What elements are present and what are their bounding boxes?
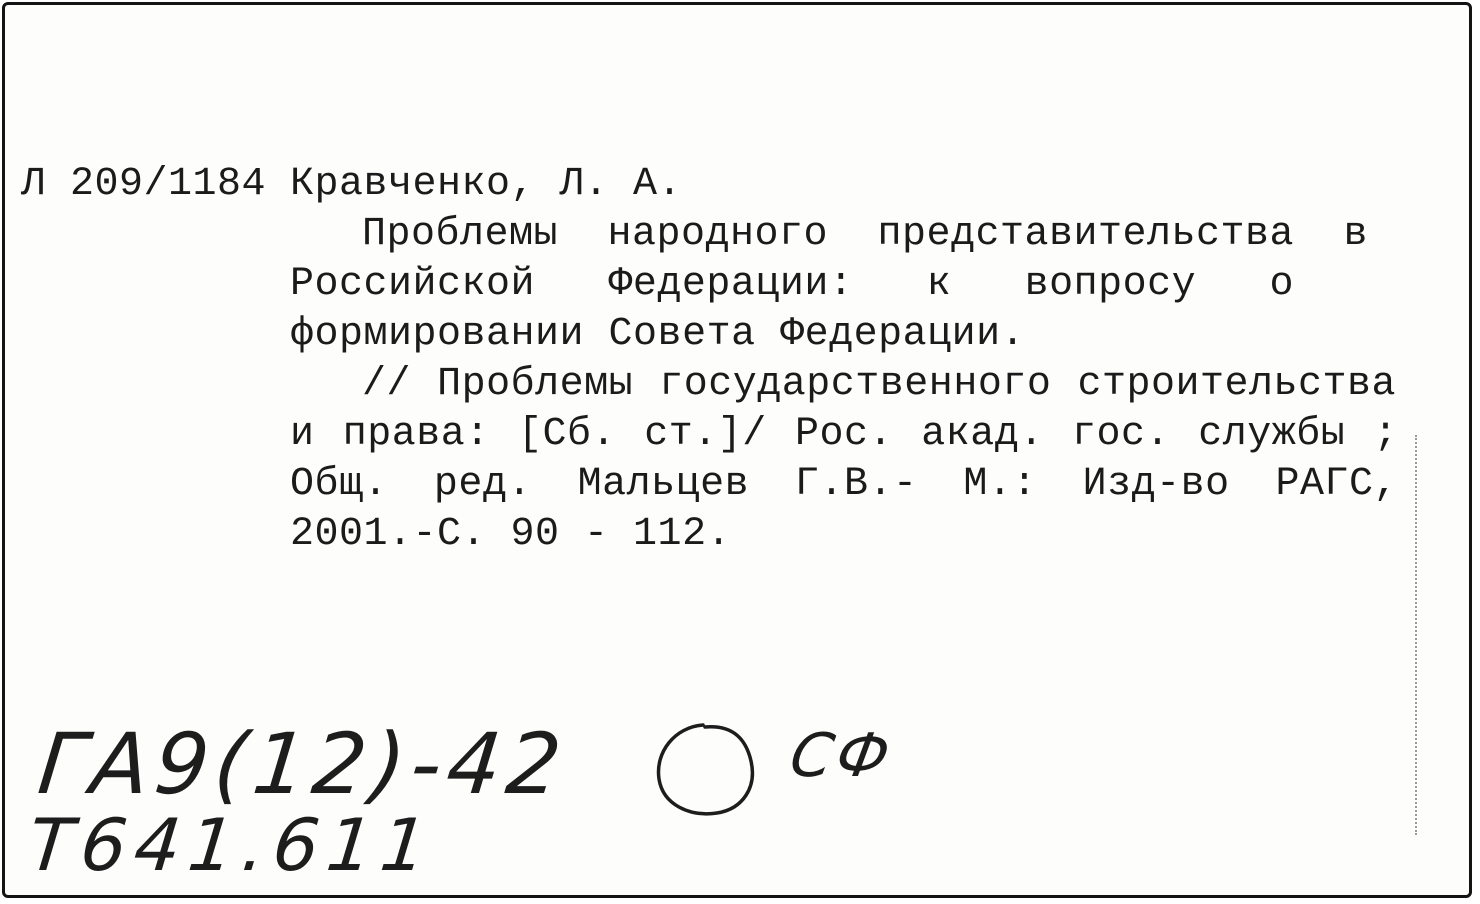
title-line-3: формировании Совета Федерации. bbox=[290, 312, 1026, 357]
author-name: Кравченко, Л. А. bbox=[290, 162, 683, 207]
catalog-card bbox=[2, 2, 1472, 898]
handwritten-subject-code: СФ bbox=[784, 721, 899, 791]
source-line-1: // Проблемы государственного строительства bbox=[362, 362, 1396, 407]
shelfmark: Л 209/1184 bbox=[21, 162, 267, 207]
handwritten-classification: ГА9(12)-42 bbox=[33, 715, 572, 813]
handwritten-index: Т641.611 bbox=[24, 803, 440, 887]
source-line-2: и права: [Сб. ст.]/ Рос. акад. гос. службы ; bbox=[290, 412, 1398, 457]
handwritten-circle-mark bbox=[645, 717, 765, 827]
source-line-3: Общ. ред. Мальцев Г.В.- М.: Изд-во РАГС, bbox=[290, 462, 1398, 507]
source-line-4: 2001.-С. 90 - 112. bbox=[290, 512, 732, 557]
title-line-2: Российской Федерации: к вопросу о bbox=[290, 262, 1294, 307]
title-line-1: Проблемы народного представительства в bbox=[362, 212, 1368, 257]
